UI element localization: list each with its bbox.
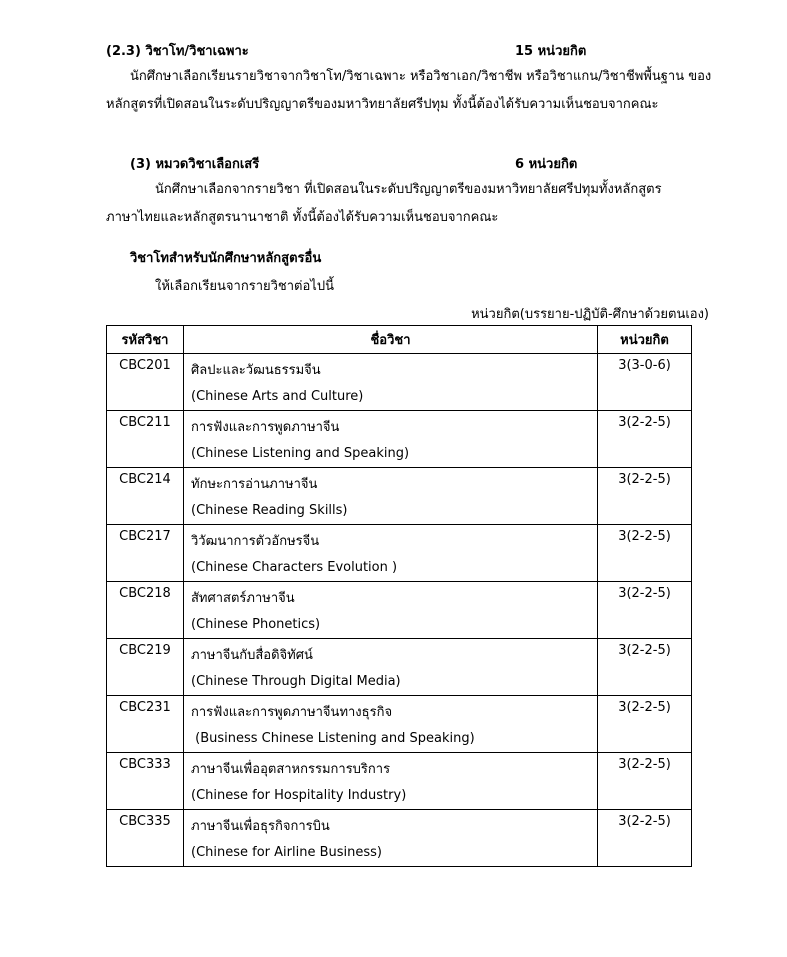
table-row <box>107 411 692 468</box>
minor-section-instruction: ให้เลือกเรียนจากรายวิชาต่อไปนี้ <box>155 279 334 294</box>
table-row <box>107 468 692 525</box>
course-name-thai: ภาษาจีนกับสื่อดิจิทัศน์ <box>191 648 313 663</box>
course-code: CBC211 <box>107 411 184 468</box>
table-row <box>107 525 692 582</box>
table-row <box>107 639 692 696</box>
course-name-thai: การฟังและการพูดภาษาจีน <box>191 420 340 435</box>
course-name-english: (Chinese Arts and Culture) <box>191 389 364 404</box>
course-name-thai: ภาษาจีนเพื่อธุรกิจการบิน <box>191 819 330 834</box>
table-row <box>107 354 692 411</box>
course-code: CBC333 <box>107 753 184 810</box>
course-name-thai: ศิลปะและวัฒนธรรมจีน <box>191 363 321 378</box>
course-name-thai: วิวัฒนาการตัวอักษรจีน <box>191 534 320 549</box>
course-name-english: (Chinese for Airline Business) <box>191 845 382 860</box>
section-2-3-credits: 15 หน่วยกิต <box>515 44 587 59</box>
section-2-3-line-1: นักศึกษาเลือกเรียนรายวิชาจากวิชาโท/วิชาเฉพาะ หรือวิชาเอก/วิชาชีพ หรือวิชาแกน/วิชาชีพพื้นฐาน ของ <box>130 69 712 84</box>
course-name-english: (Chinese Reading Skills) <box>191 503 348 518</box>
course-name-english: (Chinese for Hospitality Industry) <box>191 788 407 803</box>
section-2-3-heading: (2.3) วิชาโท/วิชาเฉพาะ <box>106 44 249 59</box>
course-name-thai: ทักษะการอ่านภาษาจีน <box>191 477 318 492</box>
header-code: รหัสวิชา <box>107 326 184 354</box>
course-name <box>184 525 598 582</box>
course-code: CBC231 <box>107 696 184 753</box>
course-code: CBC218 <box>107 582 184 639</box>
unit-note: หน่วยกิต(บรรยาย-ปฏิบัติ-ศึกษาด้วยตนเอง) <box>471 307 709 322</box>
table-row <box>107 753 692 810</box>
course-credits: 3(2-2-5) <box>598 810 692 867</box>
course-name <box>184 696 598 753</box>
course-name-english: (Chinese Through Digital Media) <box>191 674 401 689</box>
course-name-thai: การฟังและการพูดภาษาจีนทางธุรกิจ <box>191 705 393 720</box>
course-name-english: (Chinese Characters Evolution ) <box>191 560 398 575</box>
course-credits: 3(2-2-5) <box>598 582 692 639</box>
section-3-line-2: ภาษาไทยและหลักสูตรนานาชาติ ทั้งนี้ต้องได้รับความเห็นชอบจากคณะ <box>106 210 499 225</box>
course-code: CBC201 <box>107 354 184 411</box>
table-row <box>107 582 692 639</box>
course-code: CBC335 <box>107 810 184 867</box>
course-credits: 3(2-2-5) <box>598 696 692 753</box>
table-row <box>107 810 692 867</box>
course-credits: 3(3-0-6) <box>598 354 692 411</box>
course-name <box>184 639 598 696</box>
course-code: CBC214 <box>107 468 184 525</box>
section-3-line-1: นักศึกษาเลือกจากรายวิชา ที่เปิดสอนในระดับปริญญาตรีของมหาวิทยาลัยศรีปทุมทั้งหลักสูตร <box>155 182 662 197</box>
course-name-english: (Business Chinese Listening and Speaking) <box>191 731 475 746</box>
course-name <box>184 753 598 810</box>
course-name <box>184 468 598 525</box>
minor-section-heading: วิชาโทสำหรับนักศึกษาหลักสูตรอื่น <box>130 251 322 266</box>
table-header-row <box>107 326 692 354</box>
header-credits: หน่วยกิต <box>598 326 692 354</box>
course-name <box>184 411 598 468</box>
course-credits: 3(2-2-5) <box>598 639 692 696</box>
course-name <box>184 582 598 639</box>
course-name <box>184 810 598 867</box>
course-name <box>184 354 598 411</box>
course-credits: 3(2-2-5) <box>598 525 692 582</box>
table-row <box>107 696 692 753</box>
course-name-english: (Chinese Listening and Speaking) <box>191 446 410 461</box>
course-name-english: (Chinese Phonetics) <box>191 617 321 632</box>
course-table <box>106 325 692 867</box>
section-3-credits: 6 หน่วยกิต <box>515 157 578 172</box>
course-code: CBC217 <box>107 525 184 582</box>
section-3-heading: (3) หมวดวิชาเลือกเสรี <box>130 157 260 172</box>
course-credits: 3(2-2-5) <box>598 468 692 525</box>
section-2-3-line-2: หลักสูตรที่เปิดสอนในระดับปริญญาตรีของมหาวิทยาลัยศรีปทุม ทั้งนี้ต้องได้รับความเห็นชอบจากคณะ <box>106 97 659 112</box>
header-name: ชื่อวิชา <box>184 326 598 354</box>
course-name-thai: สัทศาสตร์ภาษาจีน <box>191 591 295 606</box>
course-credits: 3(2-2-5) <box>598 753 692 810</box>
course-code: CBC219 <box>107 639 184 696</box>
course-name-thai: ภาษาจีนเพื่ออุตสาหกรรมการบริการ <box>191 762 391 777</box>
course-credits: 3(2-2-5) <box>598 411 692 468</box>
